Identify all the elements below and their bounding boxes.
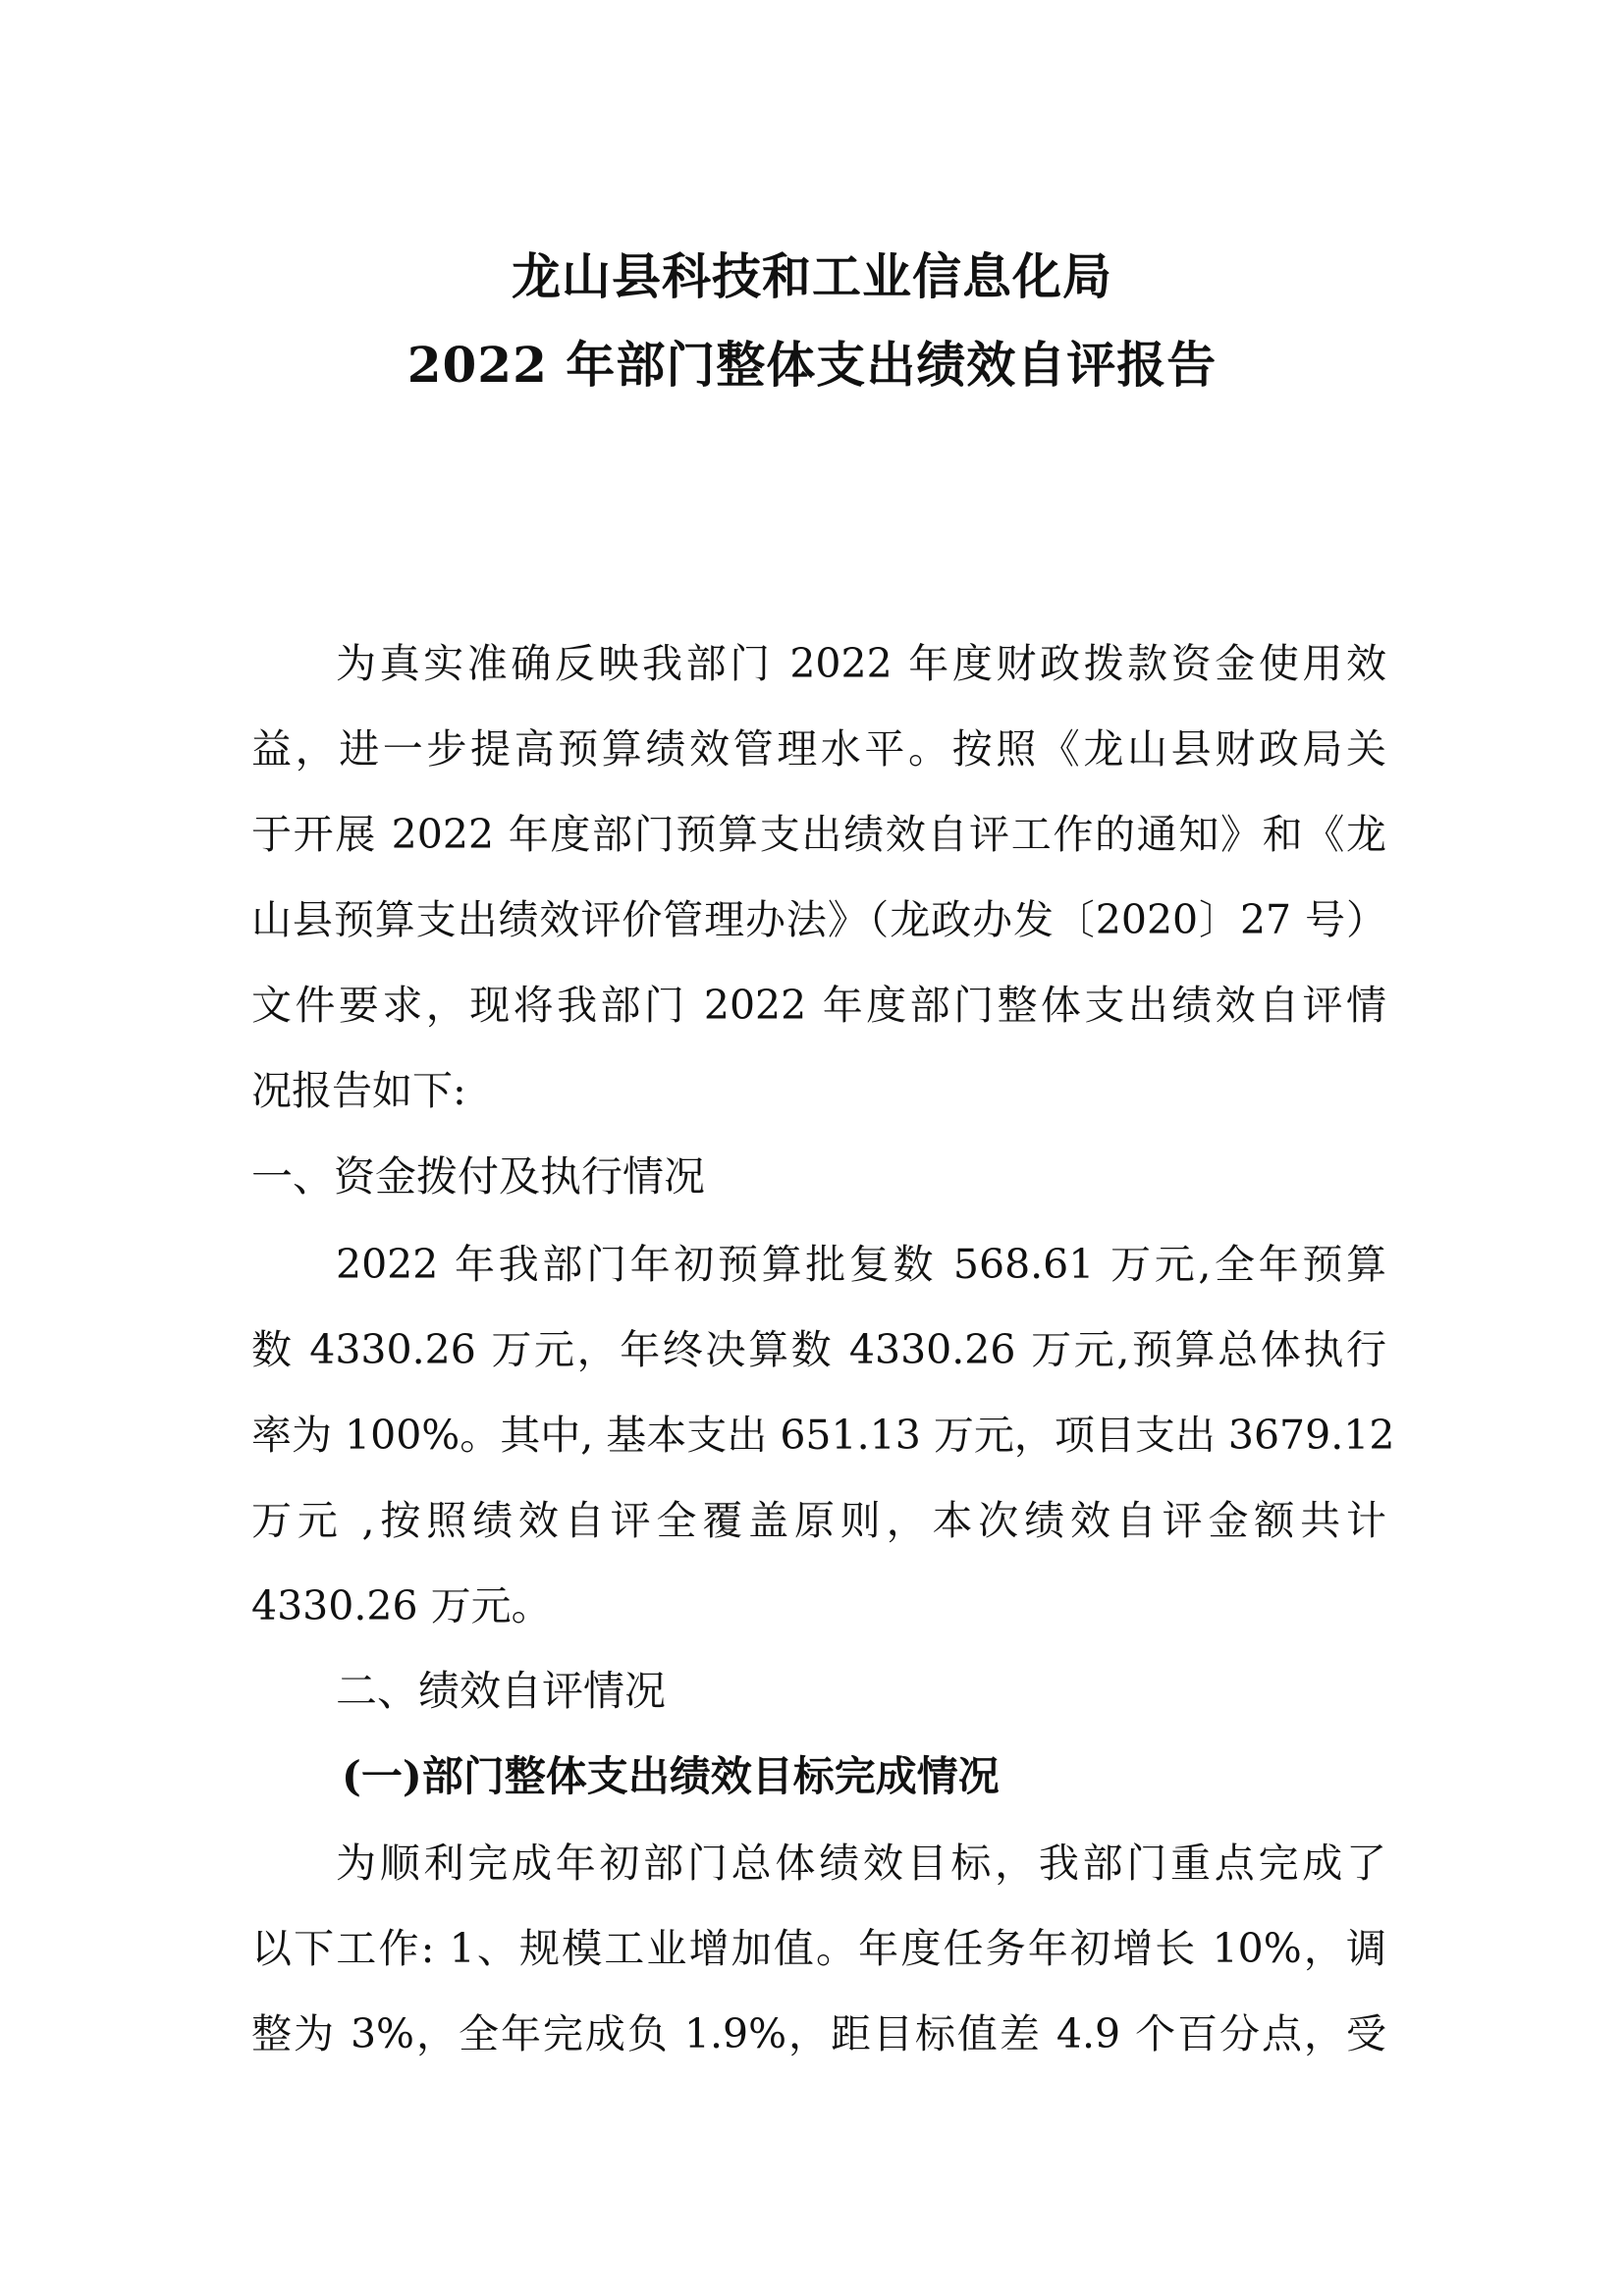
section-2-line-2: 以下工作: 1、规模工业增加值。年度任务年初增长 10%，调 — [251, 1925, 1386, 1972]
intro-line-6: 况报告如下: — [251, 1067, 466, 1114]
document-title-line-2: 2022 年部门整体支出绩效自评报告 — [406, 336, 1218, 394]
section-2-line-3: 整为 3%，全年完成负 1.9%，距目标值差 4.9 个百分点，受 — [251, 2010, 1386, 2057]
section-2-line-1: 为顺利完成年初部门总体绩效目标，我部门重点完成了 — [336, 1840, 1386, 1887]
intro-line-2: 益，进一步提高预算绩效管理水平。按照《龙山县财政局关 — [251, 725, 1386, 773]
section-1-heading: 一、资金拨付及执行情况 — [251, 1152, 706, 1201]
section-1-line-5: 4330.26 万元。 — [251, 1582, 552, 1629]
section-1-line-1: 2022 年我部门年初预算批复数 568.61 万元,全年预算 — [336, 1241, 1386, 1288]
section-1-line-3: 率为 100%。其中, 基本支出 651.13 万元，项目支出 3679.12 — [251, 1412, 1395, 1459]
section-1-line-2: 数 4330.26 万元，年终决算数 4330.26 万元,预算总体执行 — [251, 1326, 1386, 1373]
document-title-line-1: 龙山县科技和工业信息化局 — [512, 247, 1112, 305]
section-2-heading: 二、绩效自评情况 — [336, 1667, 667, 1715]
section-2-subheading: (一)部门整体支出绩效目标完成情况 — [342, 1752, 1000, 1800]
intro-line-3: 于开展 2022 年度部门预算支出绩效自评工作的通知》和《龙 — [251, 811, 1386, 858]
intro-line-5: 文件要求，现将我部门 2022 年度部门整体支出绩效自评情 — [251, 982, 1386, 1029]
intro-line-1: 为真实准确反映我部门 2022 年度财政拨款资金使用效 — [336, 640, 1386, 687]
intro-line-4: 山县预算支出绩效评价管理办法》（龙政办发〔2020〕27 号） — [251, 896, 1386, 943]
section-1-line-4: 万元 ,按照绩效自评全覆盖原则，本次绩效自评金额共计 — [251, 1497, 1386, 1544]
